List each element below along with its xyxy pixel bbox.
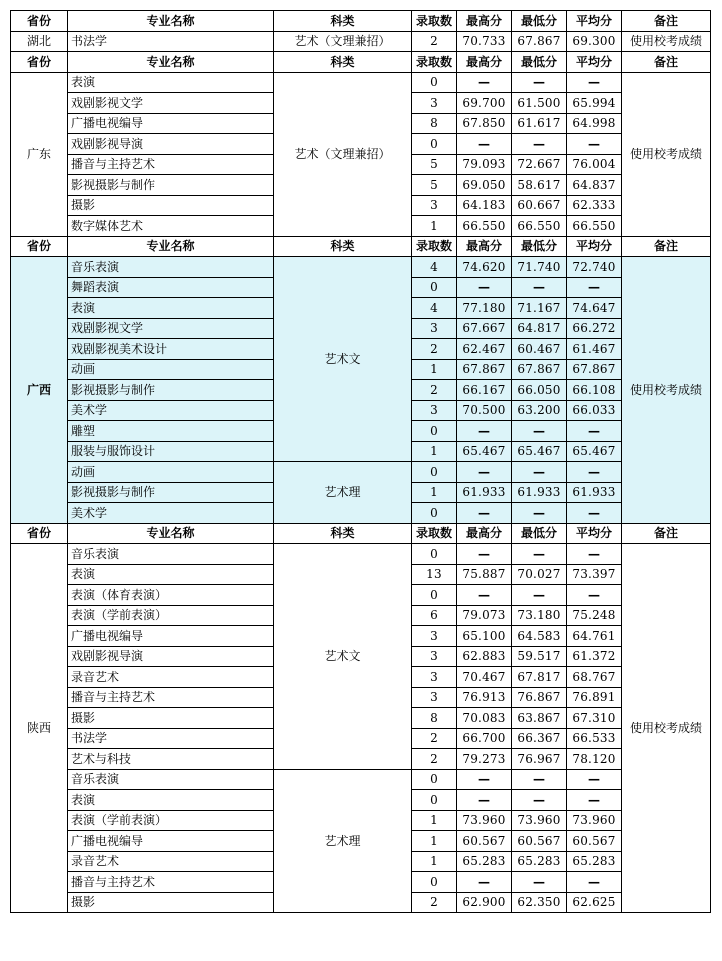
- major-cell: 广播电视编导: [68, 626, 274, 647]
- avg-score-cell: 66.272: [567, 318, 622, 339]
- min-score-cell: —: [512, 421, 567, 442]
- header-major: 专业名称: [68, 52, 274, 73]
- min-score-cell: —: [512, 544, 567, 565]
- count-cell: 3: [412, 687, 457, 708]
- count-cell: 1: [412, 831, 457, 852]
- avg-score-cell: 61.372: [567, 646, 622, 667]
- max-score-cell: 74.620: [457, 257, 512, 278]
- count-cell: 4: [412, 298, 457, 319]
- header-avg: 平均分: [567, 52, 622, 73]
- count-cell: 1: [412, 359, 457, 380]
- province-cell: 陕西: [11, 544, 68, 913]
- max-score-cell: 67.667: [457, 318, 512, 339]
- count-cell: 3: [412, 626, 457, 647]
- header-max: 最高分: [457, 11, 512, 32]
- count-cell: 0: [412, 134, 457, 155]
- count-cell: 2: [412, 892, 457, 913]
- avg-score-cell: 65.283: [567, 851, 622, 872]
- table-header-row: [11, 11, 711, 32]
- avg-score-cell: 60.567: [567, 831, 622, 852]
- count-cell: 5: [412, 175, 457, 196]
- category-cell: 艺术文: [274, 544, 412, 770]
- avg-score-cell: 66.533: [567, 728, 622, 749]
- header-remark: 备注: [622, 52, 711, 73]
- avg-score-cell: —: [567, 872, 622, 893]
- header-category: 科类: [274, 236, 412, 257]
- major-cell: 数字媒体艺术: [68, 216, 274, 237]
- count-cell: 2: [412, 380, 457, 401]
- count-cell: 3: [412, 400, 457, 421]
- max-score-cell: —: [457, 790, 512, 811]
- major-cell: 广播电视编导: [68, 113, 274, 134]
- header-count: 录取数: [412, 523, 457, 544]
- header-avg: 平均分: [567, 11, 622, 32]
- max-score-cell: —: [457, 503, 512, 524]
- avg-score-cell: 66.108: [567, 380, 622, 401]
- max-score-cell: 61.933: [457, 482, 512, 503]
- avg-score-cell: 72.740: [567, 257, 622, 278]
- max-score-cell: 66.550: [457, 216, 512, 237]
- min-score-cell: 63.867: [512, 708, 567, 729]
- avg-score-cell: 69.300: [567, 31, 622, 52]
- avg-score-cell: 67.867: [567, 359, 622, 380]
- header-remark: 备注: [622, 11, 711, 32]
- count-cell: 6: [412, 605, 457, 626]
- max-score-cell: 67.850: [457, 113, 512, 134]
- max-score-cell: —: [457, 134, 512, 155]
- count-cell: 4: [412, 257, 457, 278]
- count-cell: 2: [412, 31, 457, 52]
- min-score-cell: 64.583: [512, 626, 567, 647]
- min-score-cell: 67.817: [512, 667, 567, 688]
- avg-score-cell: 76.891: [567, 687, 622, 708]
- major-cell: 广播电视编导: [68, 831, 274, 852]
- max-score-cell: 62.883: [457, 646, 512, 667]
- avg-score-cell: 64.998: [567, 113, 622, 134]
- avg-score-cell: 76.004: [567, 154, 622, 175]
- avg-score-cell: —: [567, 585, 622, 606]
- min-score-cell: 59.517: [512, 646, 567, 667]
- avg-score-cell: 75.248: [567, 605, 622, 626]
- major-cell: 艺术与科技: [68, 749, 274, 770]
- max-score-cell: 70.733: [457, 31, 512, 52]
- count-cell: 0: [412, 503, 457, 524]
- major-cell: 影视摄影与制作: [68, 175, 274, 196]
- max-score-cell: 69.700: [457, 93, 512, 114]
- major-cell: 书法学: [68, 31, 274, 52]
- header-count: 录取数: [412, 11, 457, 32]
- category-cell: 艺术（文理兼招）: [274, 72, 412, 236]
- count-cell: 2: [412, 339, 457, 360]
- min-score-cell: 66.550: [512, 216, 567, 237]
- count-cell: 5: [412, 154, 457, 175]
- avg-score-cell: 66.033: [567, 400, 622, 421]
- header-category: 科类: [274, 523, 412, 544]
- avg-score-cell: —: [567, 277, 622, 298]
- header-max: 最高分: [457, 523, 512, 544]
- count-cell: 8: [412, 708, 457, 729]
- remark-cell: 使用校考成绩: [622, 31, 711, 52]
- major-cell: 录音艺术: [68, 667, 274, 688]
- major-cell: 动画: [68, 462, 274, 483]
- avg-score-cell: —: [567, 769, 622, 790]
- avg-score-cell: —: [567, 72, 622, 93]
- major-cell: 摄影: [68, 892, 274, 913]
- count-cell: 0: [412, 72, 457, 93]
- major-cell: 音乐表演: [68, 544, 274, 565]
- header-province: 省份: [11, 236, 68, 257]
- avg-score-cell: 64.761: [567, 626, 622, 647]
- major-cell: 动画: [68, 359, 274, 380]
- max-score-cell: 70.467: [457, 667, 512, 688]
- major-cell: 影视摄影与制作: [68, 482, 274, 503]
- count-cell: 0: [412, 769, 457, 790]
- major-cell: 戏剧影视导演: [68, 134, 274, 155]
- avg-score-cell: 78.120: [567, 749, 622, 770]
- count-cell: 0: [412, 585, 457, 606]
- province-cell: 湖北: [11, 31, 68, 52]
- avg-score-cell: 68.767: [567, 667, 622, 688]
- min-score-cell: 63.200: [512, 400, 567, 421]
- max-score-cell: —: [457, 585, 512, 606]
- min-score-cell: —: [512, 872, 567, 893]
- min-score-cell: 71.167: [512, 298, 567, 319]
- count-cell: 2: [412, 749, 457, 770]
- major-cell: 表演: [68, 298, 274, 319]
- major-cell: 雕塑: [68, 421, 274, 442]
- avg-score-cell: 73.960: [567, 810, 622, 831]
- admission-score-document: [10, 10, 711, 913]
- min-score-cell: —: [512, 769, 567, 790]
- avg-score-cell: 61.933: [567, 482, 622, 503]
- major-cell: 录音艺术: [68, 851, 274, 872]
- min-score-cell: 64.817: [512, 318, 567, 339]
- min-score-cell: 65.467: [512, 441, 567, 462]
- avg-score-cell: 65.994: [567, 93, 622, 114]
- major-cell: 表演: [68, 564, 274, 585]
- min-score-cell: 62.350: [512, 892, 567, 913]
- header-avg: 平均分: [567, 236, 622, 257]
- avg-score-cell: 62.625: [567, 892, 622, 913]
- min-score-cell: 60.567: [512, 831, 567, 852]
- major-cell: 表演（体育表演）: [68, 585, 274, 606]
- min-score-cell: 71.740: [512, 257, 567, 278]
- table-row: [11, 31, 711, 52]
- max-score-cell: 65.283: [457, 851, 512, 872]
- header-count: 录取数: [412, 52, 457, 73]
- header-count: 录取数: [412, 236, 457, 257]
- min-score-cell: 58.617: [512, 175, 567, 196]
- avg-score-cell: 65.467: [567, 441, 622, 462]
- max-score-cell: 65.100: [457, 626, 512, 647]
- remark-cell: 使用校考成绩: [622, 257, 711, 524]
- major-cell: 书法学: [68, 728, 274, 749]
- min-score-cell: 61.500: [512, 93, 567, 114]
- max-score-cell: 76.913: [457, 687, 512, 708]
- major-cell: 表演（学前表演）: [68, 810, 274, 831]
- min-score-cell: 76.967: [512, 749, 567, 770]
- major-cell: 美术学: [68, 503, 274, 524]
- min-score-cell: —: [512, 134, 567, 155]
- min-score-cell: 60.467: [512, 339, 567, 360]
- major-cell: 戏剧影视文学: [68, 93, 274, 114]
- count-cell: 2: [412, 728, 457, 749]
- header-remark: 备注: [622, 236, 711, 257]
- min-score-cell: 70.027: [512, 564, 567, 585]
- max-score-cell: 77.180: [457, 298, 512, 319]
- major-cell: 表演: [68, 72, 274, 93]
- major-cell: 舞蹈表演: [68, 277, 274, 298]
- table-row: [11, 257, 711, 278]
- max-score-cell: 75.887: [457, 564, 512, 585]
- major-cell: 戏剧影视文学: [68, 318, 274, 339]
- count-cell: 13: [412, 564, 457, 585]
- table-row: [11, 544, 711, 565]
- max-score-cell: —: [457, 72, 512, 93]
- avg-score-cell: —: [567, 462, 622, 483]
- max-score-cell: —: [457, 277, 512, 298]
- min-score-cell: —: [512, 790, 567, 811]
- max-score-cell: 69.050: [457, 175, 512, 196]
- min-score-cell: 61.933: [512, 482, 567, 503]
- max-score-cell: 67.867: [457, 359, 512, 380]
- min-score-cell: 65.283: [512, 851, 567, 872]
- header-major: 专业名称: [68, 236, 274, 257]
- min-score-cell: —: [512, 462, 567, 483]
- count-cell: 3: [412, 646, 457, 667]
- min-score-cell: 73.960: [512, 810, 567, 831]
- category-cell: 艺术（文理兼招）: [274, 31, 412, 52]
- major-cell: 摄影: [68, 195, 274, 216]
- max-score-cell: —: [457, 769, 512, 790]
- max-score-cell: 70.500: [457, 400, 512, 421]
- min-score-cell: —: [512, 277, 567, 298]
- count-cell: 1: [412, 441, 457, 462]
- header-province: 省份: [11, 11, 68, 32]
- max-score-cell: 66.167: [457, 380, 512, 401]
- major-cell: 音乐表演: [68, 769, 274, 790]
- remark-cell: 使用校考成绩: [622, 544, 711, 913]
- avg-score-cell: —: [567, 544, 622, 565]
- header-province: 省份: [11, 523, 68, 544]
- category-cell: 艺术文: [274, 257, 412, 462]
- max-score-cell: 65.467: [457, 441, 512, 462]
- table-header-row: [11, 52, 711, 73]
- avg-score-cell: —: [567, 421, 622, 442]
- major-cell: 戏剧影视导演: [68, 646, 274, 667]
- table-row: [11, 462, 711, 483]
- min-score-cell: 67.867: [512, 359, 567, 380]
- min-score-cell: 76.867: [512, 687, 567, 708]
- count-cell: 3: [412, 667, 457, 688]
- major-cell: 音乐表演: [68, 257, 274, 278]
- avg-score-cell: 64.837: [567, 175, 622, 196]
- major-cell: 表演（学前表演）: [68, 605, 274, 626]
- max-score-cell: 79.093: [457, 154, 512, 175]
- header-max: 最高分: [457, 52, 512, 73]
- count-cell: 1: [412, 810, 457, 831]
- min-score-cell: 67.867: [512, 31, 567, 52]
- major-cell: 播音与主持艺术: [68, 687, 274, 708]
- max-score-cell: 66.700: [457, 728, 512, 749]
- count-cell: 3: [412, 195, 457, 216]
- table-header-row: [11, 236, 711, 257]
- max-score-cell: 62.900: [457, 892, 512, 913]
- avg-score-cell: 73.397: [567, 564, 622, 585]
- major-cell: 播音与主持艺术: [68, 872, 274, 893]
- category-cell: 艺术理: [274, 462, 412, 524]
- count-cell: 1: [412, 482, 457, 503]
- avg-score-cell: 66.550: [567, 216, 622, 237]
- table-row: [11, 72, 711, 93]
- max-score-cell: 79.073: [457, 605, 512, 626]
- header-max: 最高分: [457, 236, 512, 257]
- header-remark: 备注: [622, 523, 711, 544]
- max-score-cell: 60.567: [457, 831, 512, 852]
- avg-score-cell: 67.310: [567, 708, 622, 729]
- count-cell: 0: [412, 421, 457, 442]
- header-category: 科类: [274, 11, 412, 32]
- category-cell: 艺术理: [274, 769, 412, 913]
- table-row: [11, 769, 711, 790]
- count-cell: 1: [412, 851, 457, 872]
- count-cell: 8: [412, 113, 457, 134]
- min-score-cell: 66.367: [512, 728, 567, 749]
- province-cell: 广东: [11, 72, 68, 236]
- min-score-cell: 72.667: [512, 154, 567, 175]
- header-province: 省份: [11, 52, 68, 73]
- max-score-cell: —: [457, 421, 512, 442]
- admission-score-table: [10, 10, 711, 913]
- count-cell: 0: [412, 790, 457, 811]
- min-score-cell: —: [512, 503, 567, 524]
- count-cell: 0: [412, 872, 457, 893]
- header-avg: 平均分: [567, 523, 622, 544]
- header-min: 最低分: [512, 11, 567, 32]
- major-cell: 美术学: [68, 400, 274, 421]
- header-category: 科类: [274, 52, 412, 73]
- max-score-cell: —: [457, 462, 512, 483]
- min-score-cell: 60.667: [512, 195, 567, 216]
- max-score-cell: 70.083: [457, 708, 512, 729]
- table-body: [11, 11, 711, 913]
- avg-score-cell: 74.647: [567, 298, 622, 319]
- count-cell: 1: [412, 216, 457, 237]
- major-cell: 影视摄影与制作: [68, 380, 274, 401]
- max-score-cell: 79.273: [457, 749, 512, 770]
- min-score-cell: —: [512, 72, 567, 93]
- avg-score-cell: —: [567, 134, 622, 155]
- max-score-cell: 64.183: [457, 195, 512, 216]
- min-score-cell: —: [512, 585, 567, 606]
- header-min: 最低分: [512, 523, 567, 544]
- major-cell: 摄影: [68, 708, 274, 729]
- max-score-cell: 62.467: [457, 339, 512, 360]
- min-score-cell: 73.180: [512, 605, 567, 626]
- major-cell: 播音与主持艺术: [68, 154, 274, 175]
- max-score-cell: 73.960: [457, 810, 512, 831]
- max-score-cell: —: [457, 872, 512, 893]
- header-min: 最低分: [512, 236, 567, 257]
- min-score-cell: 66.050: [512, 380, 567, 401]
- count-cell: 3: [412, 93, 457, 114]
- max-score-cell: —: [457, 544, 512, 565]
- province-cell: 广西: [11, 257, 68, 524]
- avg-score-cell: —: [567, 503, 622, 524]
- header-major: 专业名称: [68, 11, 274, 32]
- count-cell: 0: [412, 544, 457, 565]
- avg-score-cell: 62.333: [567, 195, 622, 216]
- count-cell: 0: [412, 277, 457, 298]
- remark-cell: 使用校考成绩: [622, 72, 711, 236]
- header-min: 最低分: [512, 52, 567, 73]
- header-major: 专业名称: [68, 523, 274, 544]
- avg-score-cell: —: [567, 790, 622, 811]
- min-score-cell: 61.617: [512, 113, 567, 134]
- count-cell: 0: [412, 462, 457, 483]
- major-cell: 表演: [68, 790, 274, 811]
- count-cell: 3: [412, 318, 457, 339]
- major-cell: 服装与服饰设计: [68, 441, 274, 462]
- avg-score-cell: 61.467: [567, 339, 622, 360]
- major-cell: 戏剧影视美术设计: [68, 339, 274, 360]
- table-header-row: [11, 523, 711, 544]
